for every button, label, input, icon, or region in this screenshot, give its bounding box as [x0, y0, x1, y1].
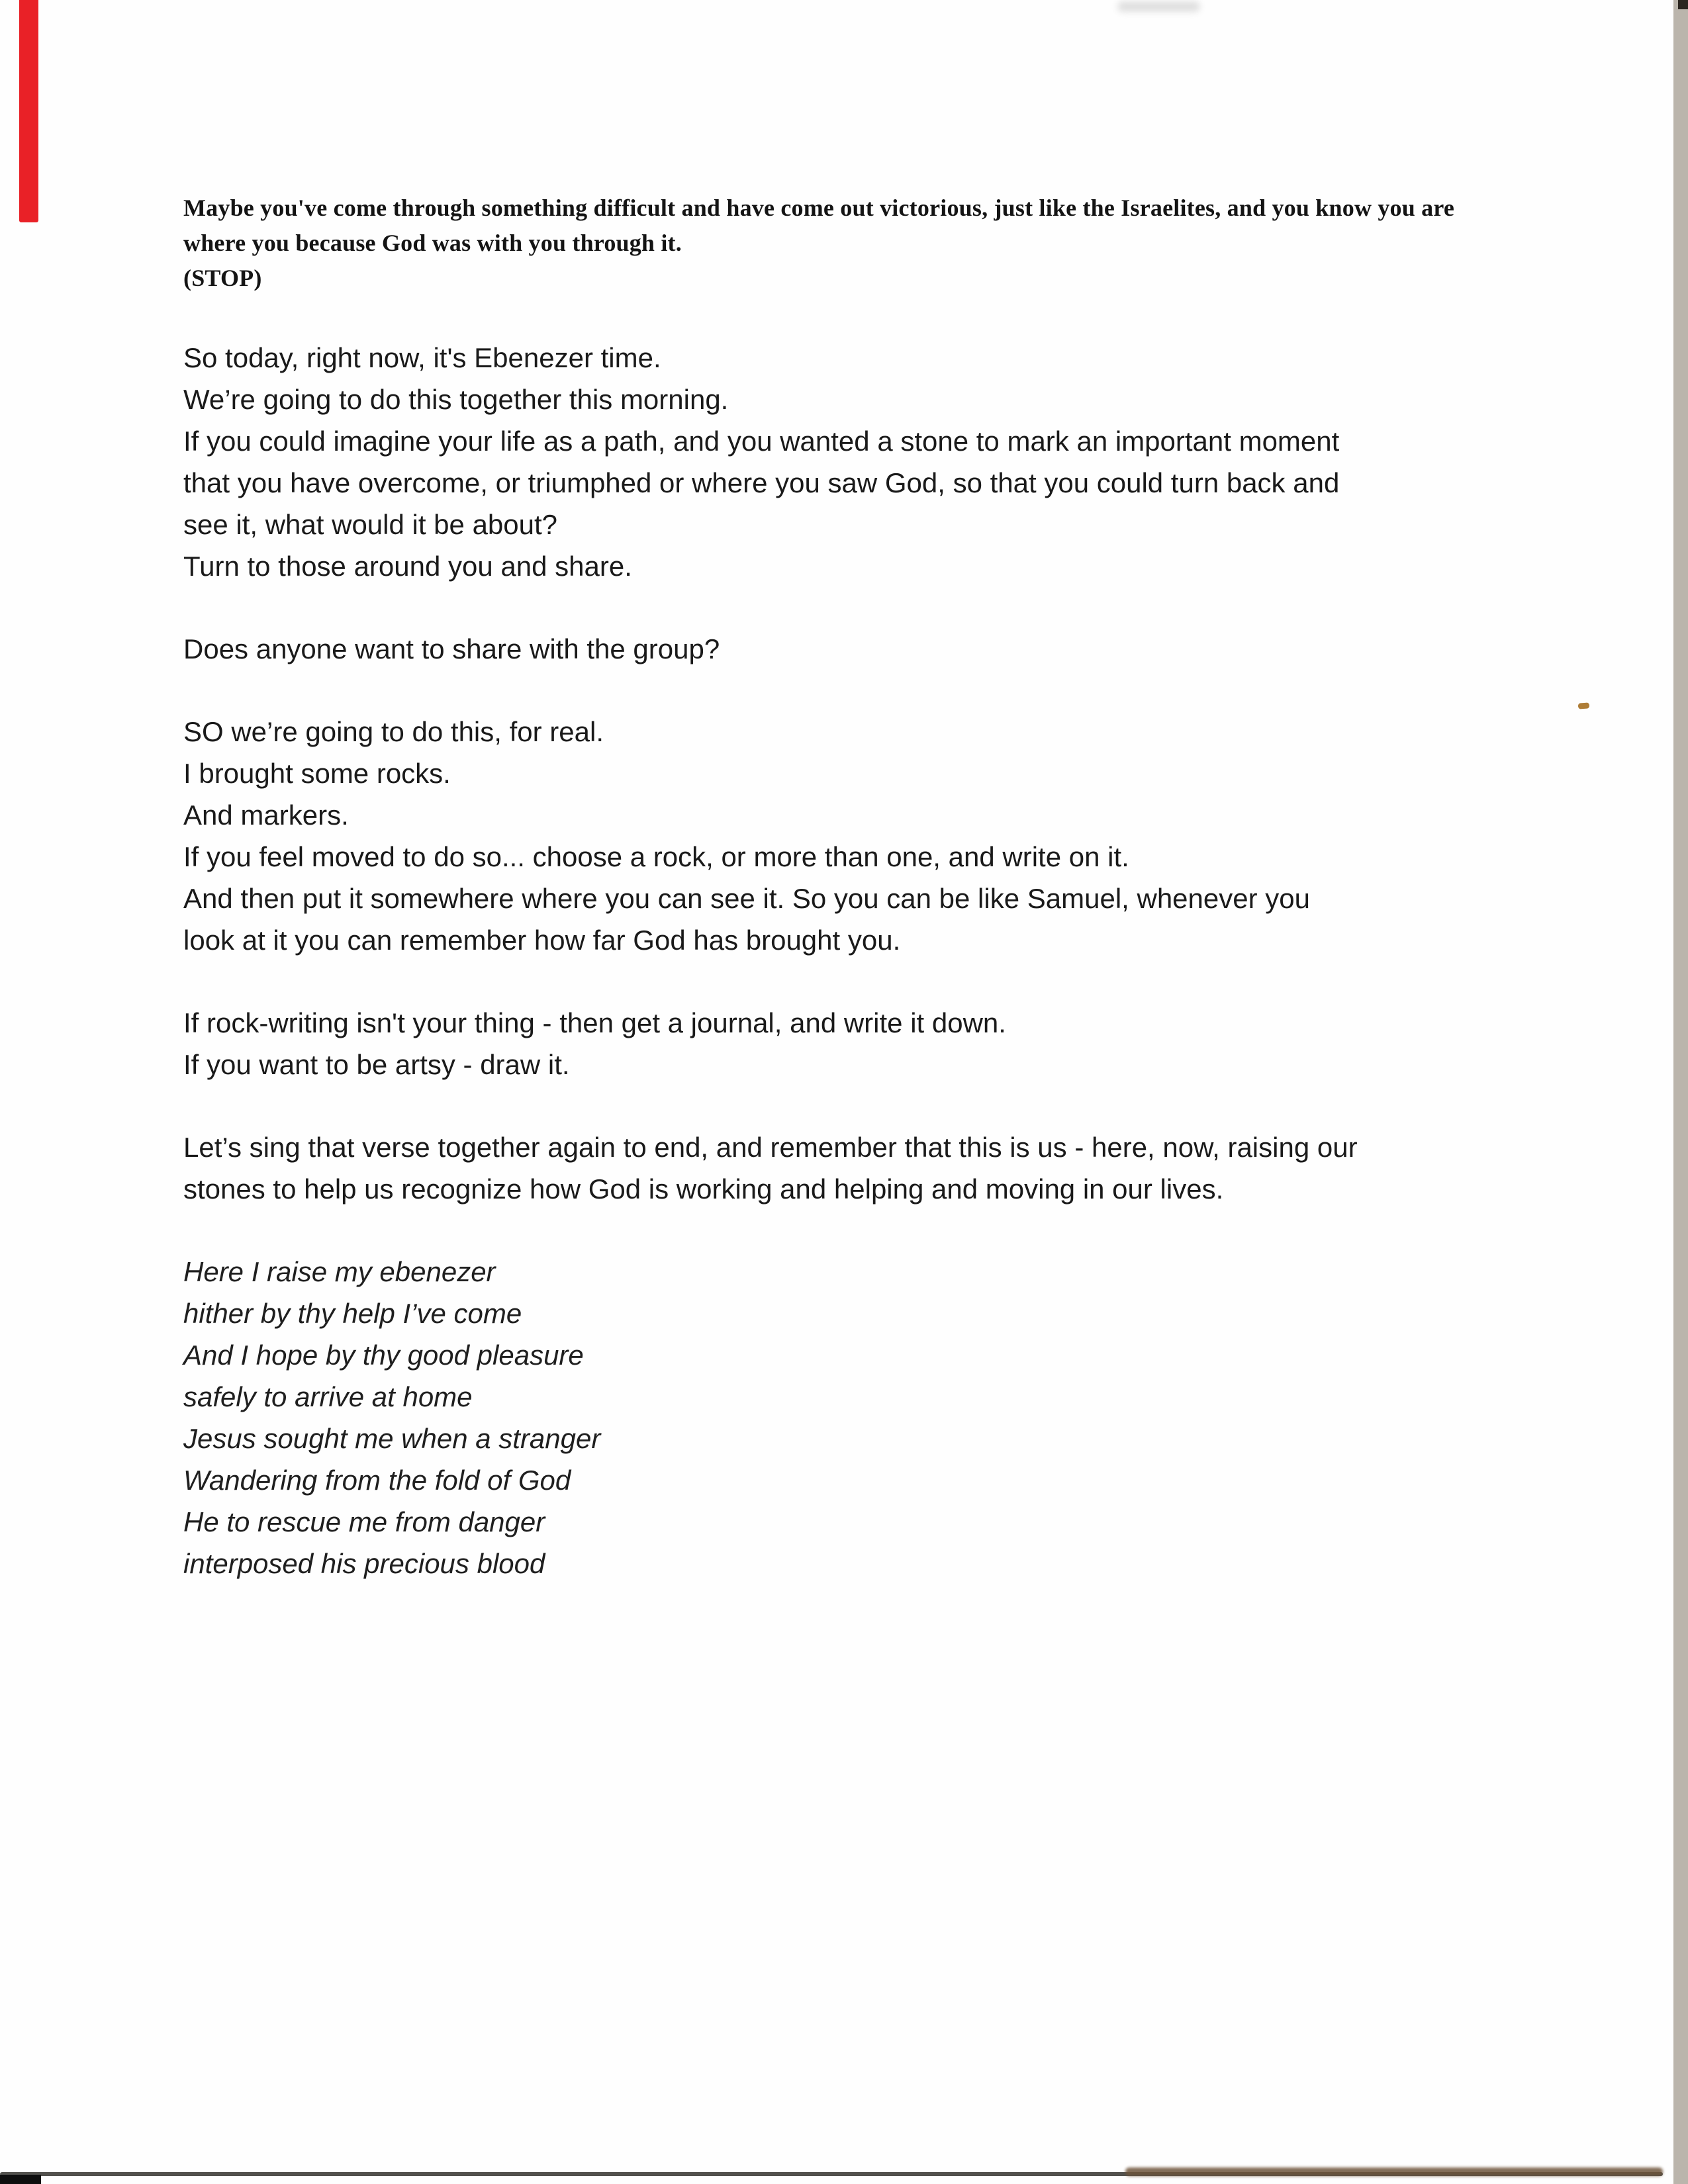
text-line: Let’s sing that verse together again to end, and remember that this is us - here, now, raising our: [183, 1132, 1358, 1163]
text-line: If rock-writing isn't your thing - then get a journal, and write it down.: [183, 1007, 1006, 1038]
text-line: Turn to those around you and share.: [183, 551, 632, 582]
paragraph-sans: [183, 711, 1514, 961]
text-line: that you have overcome, or triumphed or where you saw God, so that you could turn back and: [183, 467, 1340, 498]
text-line: And I hope by thy good pleasure: [183, 1340, 584, 1371]
text-line: And markers.: [183, 799, 349, 831]
text-line: If you want to be artsy - draw it.: [183, 1049, 570, 1080]
text-line: where you because God was with you through it.: [183, 230, 682, 256]
scan-artifact-top-smudge: [1117, 1, 1200, 12]
text-line: look at it you can remember how far God has brought you.: [183, 925, 901, 956]
text-line: (STOP): [183, 265, 262, 291]
paragraph-italic: [183, 1251, 1514, 1584]
text-line: Maybe you've come through something difficult and have come out victorious, just like the Israelites, and you know you are: [183, 195, 1455, 221]
paragraph-sans: [183, 628, 1514, 670]
scan-artifact-right-edge-shadow: [1673, 0, 1688, 2184]
text-line: safely to arrive at home: [183, 1381, 473, 1412]
paragraph-serif: [183, 191, 1514, 296]
text-line: If you feel moved to do so... choose a rock, or more than one, and write on it.: [183, 841, 1129, 872]
text-line: We’re going to do this together this morning.: [183, 384, 729, 415]
paragraph-sans: [183, 1002, 1514, 1085]
scan-artifact-top-right-corner: [1678, 0, 1688, 9]
scan-artifact-bottom-right-smudge: [1125, 2167, 1663, 2176]
scan-artifact-red-strip: [19, 0, 38, 222]
text-line: Jesus sought me when a stranger: [183, 1423, 601, 1454]
text-line: stones to help us recognize how God is working and helping and moving in our lives.: [183, 1173, 1224, 1205]
text-line: Does anyone want to share with the group?: [183, 633, 720, 664]
text-line: Here I raise my ebenezer: [183, 1256, 496, 1287]
scan-artifact-gold-mark: [1578, 702, 1590, 709]
text-line: And then put it somewhere where you can see it. So you can be like Samuel, whenever you: [183, 883, 1310, 914]
paragraph-sans: [183, 337, 1514, 587]
text-line: So today, right now, it's Ebenezer time.: [183, 342, 661, 373]
text-line: hither by thy help I’ve come: [183, 1298, 522, 1329]
text-line: I brought some rocks.: [183, 758, 451, 789]
text-line: Wandering from the fold of God: [183, 1465, 571, 1496]
text-line: If you could imagine your life as a path, and you wanted a stone to mark an important moment: [183, 426, 1340, 457]
text-line: SO we’re going to do this, for real.: [183, 716, 604, 747]
document-text: [183, 191, 1514, 1584]
text-line: He to rescue me from danger: [183, 1506, 545, 1537]
text-line: interposed his precious blood: [183, 1548, 545, 1579]
paragraph-sans: [183, 1126, 1514, 1210]
scan-artifact-bottom-left-block: [0, 2175, 41, 2184]
text-line: see it, what would it be about?: [183, 509, 558, 540]
